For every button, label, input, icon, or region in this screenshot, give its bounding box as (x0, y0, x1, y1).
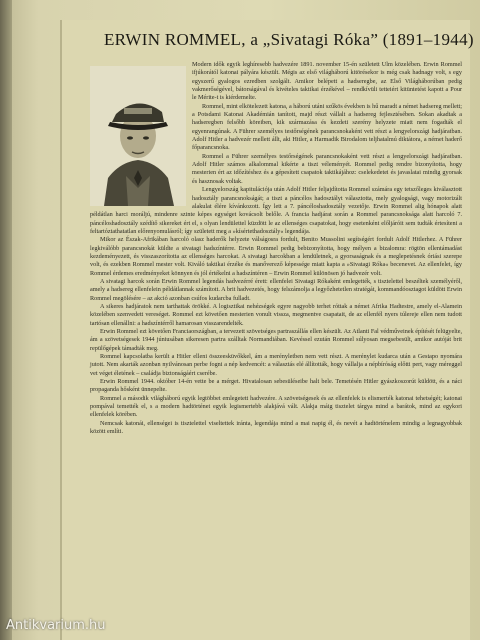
paragraph: Modern idők egyik leghíresebb hadvezére 1891. november 15-én született Ulm közelében. Erwin Rommel ifjúkorától katonai pályára készült. Mégis az első világháború kitörésekor is még csak hadnagy volt, s egy egyszerű gyalogos ezredben szolgált. Amikor belépett a hadseregbe, az Első Világháborúban pedig vakmerőségével, bátorságával és kivételes taktikai érzékével – rendkívüli tetteiért kitüntetést kapott a Pour le Mérite-t is kiérdemelte. (192, 61, 462, 102)
paragraph: Erwin Rommel ezt követően Franciaországban, a tervezett szövetséges partraszállás ellen készült. Az Atlanti Fal védműveinek építését felügyelte, ám a szövetségesek 1944 júniusában sikeresen partra szálltak Normandiában. Kevéssel ezután Rommel súlyosan megsebesült, amikor autóját brit repülőgépek támadták meg. (90, 328, 462, 352)
paragraph: Rommel a Führer személyes testőrségének parancsnokaként vett részt a lengyelországi hadjáratban. Adolf Hitler számos alkalommal kikérte a tiszt véleményét. Rommel pedig rendre bizonyította, hogy mesterien ért az időzítéshez és a gépesített csapatok taktikájához: cselekedetei és javaslatai mindig gyorsak és hasznosak voltak. (192, 152, 462, 185)
paragraph: Rommel, mint elkötelezett katona, a háború utáni szűkös években is hű maradt a német hadsereg mellett; a Potsdami Katonai Akadémián tanított, majd részt vállalt a hadsereg fejlesztésében. Sokan akadtak a hadseregben felsőbb köreiben, kik származása és kezdeti szerény helyzete miatt nem fogadták el egyenrangúnak. A Führer személyes testőrségének parancsnokaként vett részt a lengyelországi hadjáratban. Adolf Hitler a hadvezér mellett állt, aki Hitler, a Harmadik Birodalom teljhatalmú diktátora, a német haderő főparancsnoka. (192, 102, 462, 152)
paragraph: Lengyelország kapitulációja után Adolf Hitler feljajdította Rommel számára egy tetszőleges kiválasztott hadosztály parancsnokságát; a tiszt a páncélos hadosztályt választotta, mely gyalogsági, vagy motorizált alakulat élére kívánkozott. Így lett a 7. páncéloshadosztály vezetője. Erwin Rommel alig hónapok alatt példátlan harci moráljú, mindenre szinte képes egységet kovácsolt belőle. A francia hadjárat során a Rommel parancsnoksága alatt harcoló 7. páncéloshadosztály szédítő sikereket ért el, s olyan lendülettel küzdött le az ellenséges csapatokat, hogy esetenként előljáróit sem tudták értesíteni a feltartóztathatatlan előrenyomulásról; így született meg a »kísértethadosztály« legendája. (90, 186, 462, 235)
watermark: Antikvarium.hu (6, 618, 106, 633)
paragraph: Erwin Rommel 1944. október 14-én vette be a mérget. Hivatalosan sebesüléseibe halt bele. Temetésén Hitler gyászkoszorút küldött, és a náci propaganda hősként ünnepelte. (90, 378, 462, 394)
page-title: ERWIN ROMMEL, a „Sivatagi Róka” (1891–1944) (104, 30, 474, 49)
paragraph: Rommel kapcsolatba került a Hitler elleni összeesküvőkkel, ám a merényletben nem vett részt. A merénylet kudarca után a Gestapo nyomára jutott. Nem akarták azonban nyilvánosan perbe fogni a nép kedvencét: a választás elé állították, hogy vállalja a népbíróság előtti pert, vagy méreggel vet véget életének – családja biztonságáért cserébe. (90, 353, 462, 377)
paragraph: A sikeres hadjáratok nem tarthattak örökké. A logisztikai nehézségek egyre nagyobb terhet róttak a német Afrika Hadtestre, amely el-Alamein közelében szenvedett vereséget. Rommel ezt követően mesterien vonult vissza, megmentve csapatait, de az ellenfél nyers túlereje ellen nem tudott tartósan ellenállni: a hadszíntérről hamarosan visszarendelték. (90, 302, 462, 327)
paragraph: Rommel a második világháború egyik legtöbbet emlegetett hadvezére. A szövetségesek és az ellenfelek is elismerték katonai tehetségét; katonai pompával temették el, s a modern hadtörténet egyik legismertebb alakjává vált. Alakja máig tisztelet tárgya mind a barátok, mind az egykori ellenfelek körében. (90, 394, 462, 419)
photo-space (90, 61, 190, 207)
paragraph: A sivatagi harcok során Erwin Rommel legendás hadvezérré érett: ellenfelei Sivatagi Rókaként emlegették, s tisztelettel beszéltek személyéről, amely a hadsereg ellenfelein példátlannak számított. A brit hadvezetés, hogy felszámolja a legyőzhetetlen stratégát, kommandóosztagot küldött Erwin Rommel megölésére – az akció azonban csúfos kudarcba fulladt. (90, 277, 462, 302)
book-binding (0, 0, 12, 640)
paragraph: Mikor az Észak-Afrikában harcoló olasz haderők helyzete válságosra fordult, Benito Mussolini segítségért fordult Adolf Hitlerhez. A Führer legkiválóbb parancsnokát küldte a sivatagi hadszíntérre. Erwin Rommel pedig bebizonyította, hogy mélyen a bizalomra: rögtön ellentámadást kezdeményezett, és visszaszorította az ellenséges harcokat. A sivatagi harcokban a lendületnek, a gyorsaságnak és a meglepetésnek óriási szerepe volt, és ezekben Rommel mester volt. Kiváló taktikai érzéke és manőverező képessége miatt kapta a »Sivatagi Róka« becenevet. Az ellenfelet, így Rommel érdemes eredményeket könnyen és jól értékelni a hadszíntéren – Erwin Rommel különösen jó hadvezér volt. (90, 236, 462, 277)
paragraph: Nemcsak katonái, ellenségei is tisztelettel viseltettek iránta, legendája mind a mai napig él, és nevét a hadtörténelem mindig a legnagyobbak között említi. (90, 419, 462, 436)
article-body (90, 61, 462, 436)
